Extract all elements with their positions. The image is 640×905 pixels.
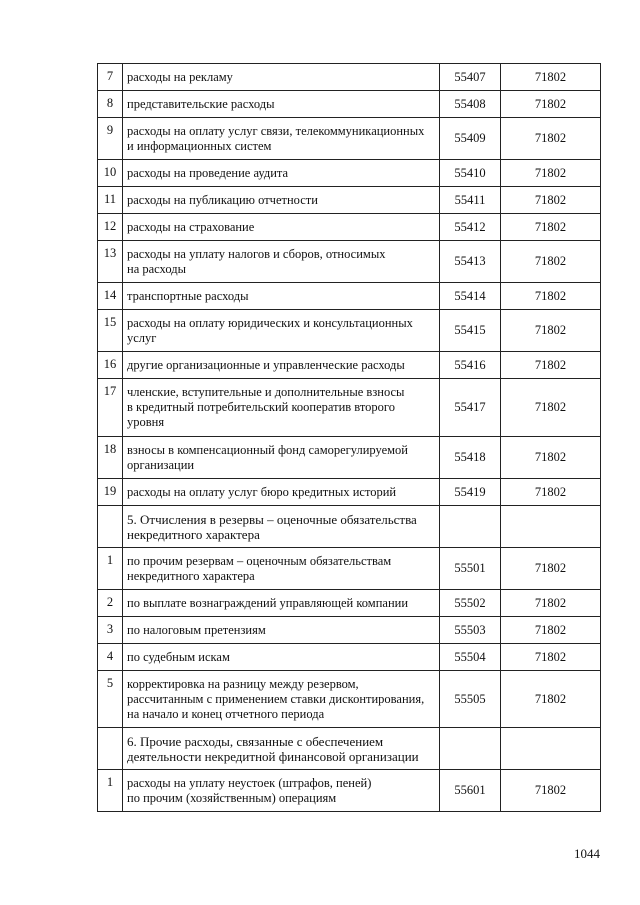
description-line: представительские расходы [127, 96, 275, 111]
row-description [123, 644, 440, 671]
table-row [98, 548, 601, 590]
account-code: 55503 [440, 617, 501, 644]
account-code: 55414 [440, 283, 501, 310]
correspondent-account: 71802 [501, 671, 601, 728]
row-description [123, 617, 440, 644]
description-line: расходы на уплату неустоек (штрафов, пеней) [127, 775, 372, 790]
table-row [98, 64, 601, 91]
table-row [98, 160, 601, 187]
description-line: взносы в компенсационный фонд саморегулируемой [127, 442, 408, 457]
row-number: 7 [98, 64, 123, 91]
correspondent-account [501, 728, 601, 770]
section-title [123, 728, 440, 770]
description-line: некредитного характера [127, 568, 255, 583]
row-number: 16 [98, 352, 123, 379]
section-header-row [98, 506, 601, 548]
row-description [123, 283, 440, 310]
ledger-table [97, 63, 601, 812]
description-line: членские, вступительные и дополнительные взносы [127, 385, 405, 399]
row-description [123, 160, 440, 187]
table-row [98, 437, 601, 479]
account-code [440, 506, 501, 548]
correspondent-account: 71802 [501, 283, 601, 310]
row-number: 5 [98, 671, 123, 728]
row-number: 17 [98, 379, 123, 437]
description-line: расходы на проведение аудита [127, 165, 289, 180]
account-code: 55411 [440, 187, 501, 214]
section-header-row [98, 728, 601, 770]
description-line: деятельности некредитной финансовой организации [127, 748, 419, 764]
ledger-table-body [98, 64, 601, 812]
table-row [98, 187, 601, 214]
description-line: корректировка на разницу между резервом, [127, 676, 359, 691]
correspondent-account: 71802 [501, 770, 601, 812]
description-line: расходы на уплату налогов и сборов, относимых [127, 246, 386, 261]
table-row [98, 379, 601, 437]
account-code [440, 728, 501, 770]
row-number: 1 [98, 770, 123, 812]
account-code: 55505 [440, 671, 501, 728]
row-description [123, 310, 440, 352]
section-title [123, 506, 440, 548]
table-row [98, 617, 601, 644]
description-line: по прочим (хозяйственным) операциям [127, 790, 337, 805]
description-line: на начало и конец отчетного периода [127, 706, 325, 721]
description-line: по налоговым претензиям [127, 622, 266, 637]
description-line: расходы на оплату услуг связи, телекоммуникационных [127, 123, 425, 138]
row-description [123, 671, 440, 728]
correspondent-account: 71802 [501, 379, 601, 437]
row-description [123, 352, 440, 379]
row-description [123, 91, 440, 118]
table-row [98, 241, 601, 283]
correspondent-account: 71802 [501, 479, 601, 506]
correspondent-account: 71802 [501, 590, 601, 617]
correspondent-account: 71802 [501, 214, 601, 241]
correspondent-account: 71802 [501, 241, 601, 283]
account-code: 55416 [440, 352, 501, 379]
row-number: 2 [98, 590, 123, 617]
account-code: 55502 [440, 590, 501, 617]
table-row [98, 352, 601, 379]
account-code: 55501 [440, 548, 501, 590]
correspondent-account: 71802 [501, 118, 601, 160]
account-code: 55504 [440, 644, 501, 671]
correspondent-account: 71802 [501, 310, 601, 352]
row-description [123, 118, 440, 160]
correspondent-account: 71802 [501, 352, 601, 379]
description-line: уровня [127, 415, 165, 429]
row-number: 12 [98, 214, 123, 241]
correspondent-account: 71802 [501, 64, 601, 91]
description-line: рассчитанным с применением ставки дисконтирования, [127, 691, 425, 706]
account-code: 55412 [440, 214, 501, 241]
description-line: по выплате вознаграждений управляющей компании [127, 595, 409, 610]
row-number: 8 [98, 91, 123, 118]
description-line: по судебным искам [127, 649, 230, 664]
page-number: 1044 [574, 846, 600, 861]
description-line: 6. Прочие расходы, связанные с обеспечением [127, 733, 384, 749]
correspondent-account: 71802 [501, 617, 601, 644]
row-description [123, 770, 440, 812]
table-row [98, 310, 601, 352]
row-number: 4 [98, 644, 123, 671]
row-description [123, 214, 440, 241]
description-line: и информационных систем [127, 138, 272, 153]
account-code: 55408 [440, 91, 501, 118]
row-number: 10 [98, 160, 123, 187]
row-description [123, 64, 440, 91]
table-row [98, 479, 601, 506]
row-number: 3 [98, 617, 123, 644]
table-row [98, 644, 601, 671]
description-line: расходы на публикацию отчетности [127, 192, 318, 207]
row-description [123, 590, 440, 617]
account-code: 55415 [440, 310, 501, 352]
account-code: 55417 [440, 379, 501, 437]
account-code: 55409 [440, 118, 501, 160]
row-description [123, 437, 440, 479]
row-description [123, 241, 440, 283]
description-line: расходы на рекламу [127, 69, 233, 84]
account-code: 55418 [440, 437, 501, 479]
row-number: 1 [98, 548, 123, 590]
account-code: 55407 [440, 64, 501, 91]
row-number: 19 [98, 479, 123, 506]
correspondent-account: 71802 [501, 187, 601, 214]
correspondent-account: 71802 [501, 548, 601, 590]
row-number: 11 [98, 187, 123, 214]
row-number: 9 [98, 118, 123, 160]
description-line: 5. Отчисления в резервы – оценочные обязательства [127, 511, 417, 527]
description-line: в кредитный потребительский кооператив второго [127, 400, 395, 414]
correspondent-account: 71802 [501, 437, 601, 479]
table-row [98, 214, 601, 241]
row-description [123, 379, 440, 437]
row-number: 18 [98, 437, 123, 479]
table-row [98, 91, 601, 118]
correspondent-account [501, 506, 601, 548]
row-description [123, 187, 440, 214]
account-code: 55413 [440, 241, 501, 283]
account-code: 55601 [440, 770, 501, 812]
row-description [123, 479, 440, 506]
description-line: организации [127, 457, 195, 472]
description-line: услуг [127, 330, 157, 345]
description-line: по прочим резервам – оценочным обязательствам [127, 553, 392, 568]
table-row [98, 118, 601, 160]
account-code: 55419 [440, 479, 501, 506]
row-number [98, 506, 123, 548]
table-row [98, 283, 601, 310]
correspondent-account: 71802 [501, 644, 601, 671]
correspondent-account: 71802 [501, 91, 601, 118]
table-row [98, 671, 601, 728]
table-row [98, 590, 601, 617]
row-number: 14 [98, 283, 123, 310]
description-line: транспортные расходы [127, 288, 249, 303]
row-number [98, 728, 123, 770]
description-line: на расходы [127, 261, 186, 276]
description-line: расходы на оплату услуг бюро кредитных историй [127, 484, 397, 499]
description-line: расходы на оплату юридических и консультационных [127, 315, 413, 330]
correspondent-account: 71802 [501, 160, 601, 187]
description-line: некредитного характера [127, 526, 260, 542]
account-code: 55410 [440, 160, 501, 187]
description-line: расходы на страхование [127, 219, 255, 234]
row-description [123, 548, 440, 590]
row-number: 15 [98, 310, 123, 352]
description-line: другие организационные и управленческие расходы [127, 357, 405, 372]
table-row [98, 770, 601, 812]
row-number: 13 [98, 241, 123, 283]
